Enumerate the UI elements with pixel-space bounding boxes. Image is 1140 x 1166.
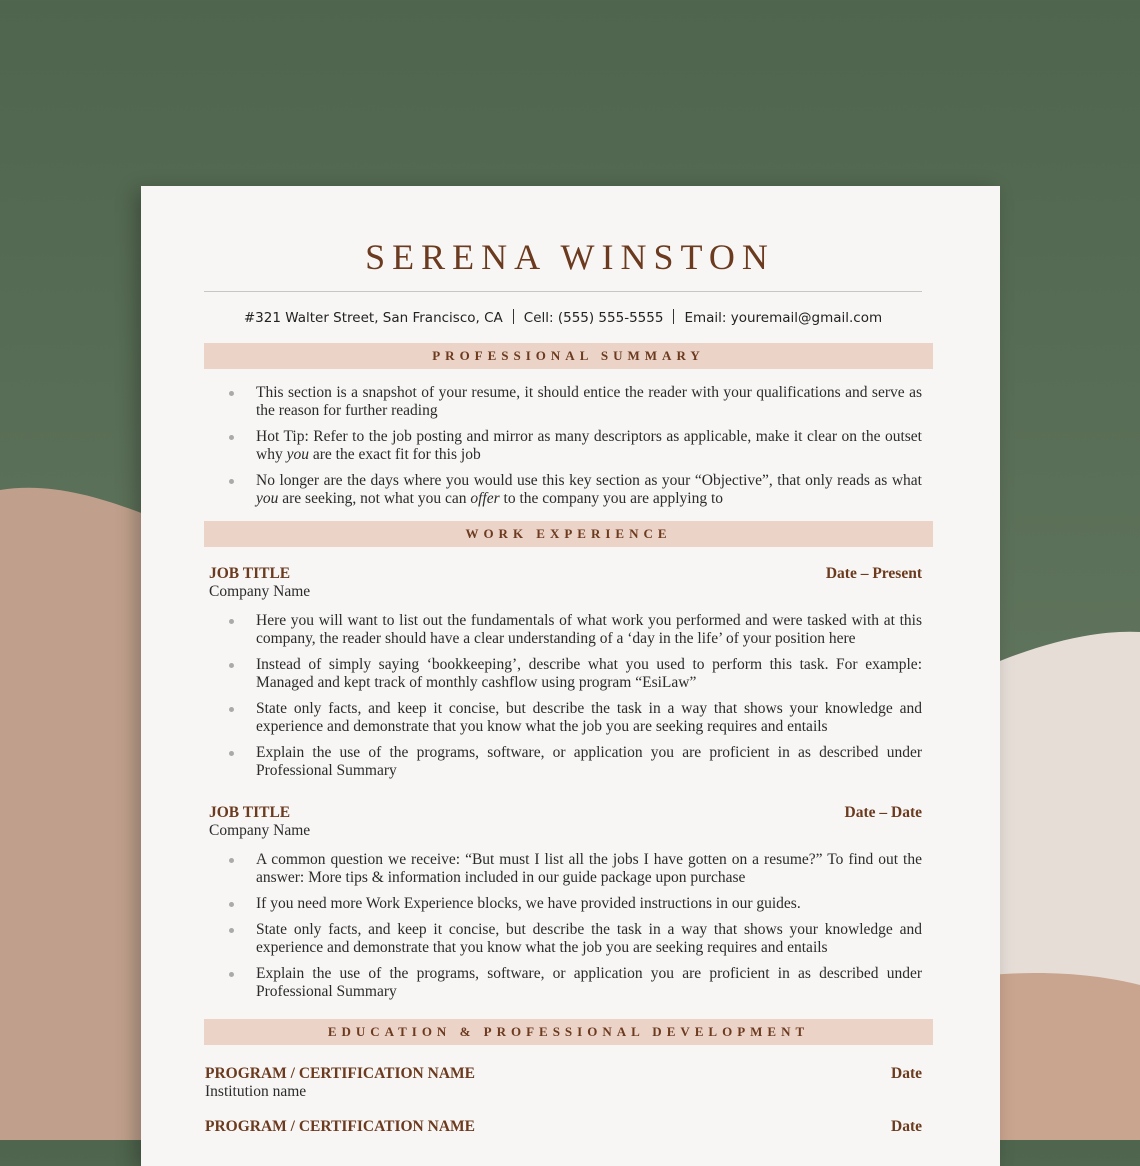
job-bullet: A common question we receive: “But must I list all the jobs I have gotten on a resume?” To find out the answer: More tips & information included in our guide package upon purchase: [226, 851, 922, 887]
job-title: JOB TITLE: [209, 565, 291, 582]
company-name: Company Name: [209, 583, 311, 600]
job-bullet: State only facts, and keep it concise, but describe the task in a way that shows your knowledge and experience and demonstrate that you know what the job you are seeking requires and entails: [226, 921, 922, 957]
program-name: PROGRAM / CERTIFICATION NAME: [205, 1118, 475, 1135]
contact-cell: Cell: (555) 555-5555: [523, 310, 664, 326]
contact-email: Email: youremail@gmail.com: [684, 310, 883, 326]
section-header-experience: WORK EXPERIENCE: [204, 521, 933, 547]
header-divider: [204, 291, 922, 292]
section-header-education: EDUCATION & PROFESSIONAL DEVELOPMENT: [204, 1019, 933, 1045]
job-title: JOB TITLE: [209, 804, 291, 821]
contact-separator: [673, 309, 674, 324]
job-bullet: Explain the use of the programs, software, or application you are proficient in as described under Professional Summary: [226, 965, 922, 1001]
contact-separator: [513, 309, 514, 324]
program-name: PROGRAM / CERTIFICATION NAME: [205, 1065, 475, 1082]
summary-bullet: No longer are the days where you would use this key section as your “Objective”, that only reads as what you are seeking, not what you can offer to the company you are applying to: [226, 472, 922, 508]
summary-bullet: This section is a snapshot of your resume, it should entice the reader with your qualifications and serve as the reason for further reading: [226, 384, 922, 420]
job-bullet: If you need more Work Experience blocks, we have provided instructions in our guides.: [226, 895, 922, 913]
contact-line: [204, 309, 922, 326]
program-date: Date: [891, 1118, 922, 1135]
summary-bullet: Hot Tip: Refer to the job posting and mirror as many descriptors as applicable, make it clear on the outset why you are the exact fit for this job: [226, 428, 922, 464]
job-bullet: Here you will want to list out the fundamentals of what work you performed and were tasked with at this company, the reader should have a clear understanding of a ‘day in the life’ of your position here: [226, 612, 922, 648]
company-name: Company Name: [209, 822, 311, 839]
job-bullets: [226, 612, 922, 788]
left-tan-shape: [0, 488, 160, 1140]
job-date: Date – Date: [844, 804, 922, 821]
contact-address: #321 Walter Street, San Francisco, CA: [243, 310, 503, 326]
institution-name: Institution name: [205, 1083, 307, 1100]
section-header-summary: PROFESSIONAL SUMMARY: [204, 343, 933, 369]
right-tan-shape: [990, 973, 1140, 1140]
job-bullet: Instead of simply saying ‘bookkeeping’, describe what you used to perform this task. For example: Managed and kept track of monthly cashflow using program “EsiLaw”: [226, 656, 922, 692]
program-date: Date: [891, 1065, 922, 1082]
job-date: Date – Present: [825, 565, 922, 582]
job-bullets: [226, 851, 922, 1009]
job-bullet: Explain the use of the programs, software, or application you are proficient in as described under Professional Summary: [226, 744, 922, 780]
summary-list: [226, 384, 922, 516]
job-bullet: State only facts, and keep it concise, but describe the task in a way that shows your knowledge and experience and demonstrate that you know what the job you are seeking requires and entails: [226, 700, 922, 736]
resume-name: SERENA WINSTON: [365, 237, 775, 277]
